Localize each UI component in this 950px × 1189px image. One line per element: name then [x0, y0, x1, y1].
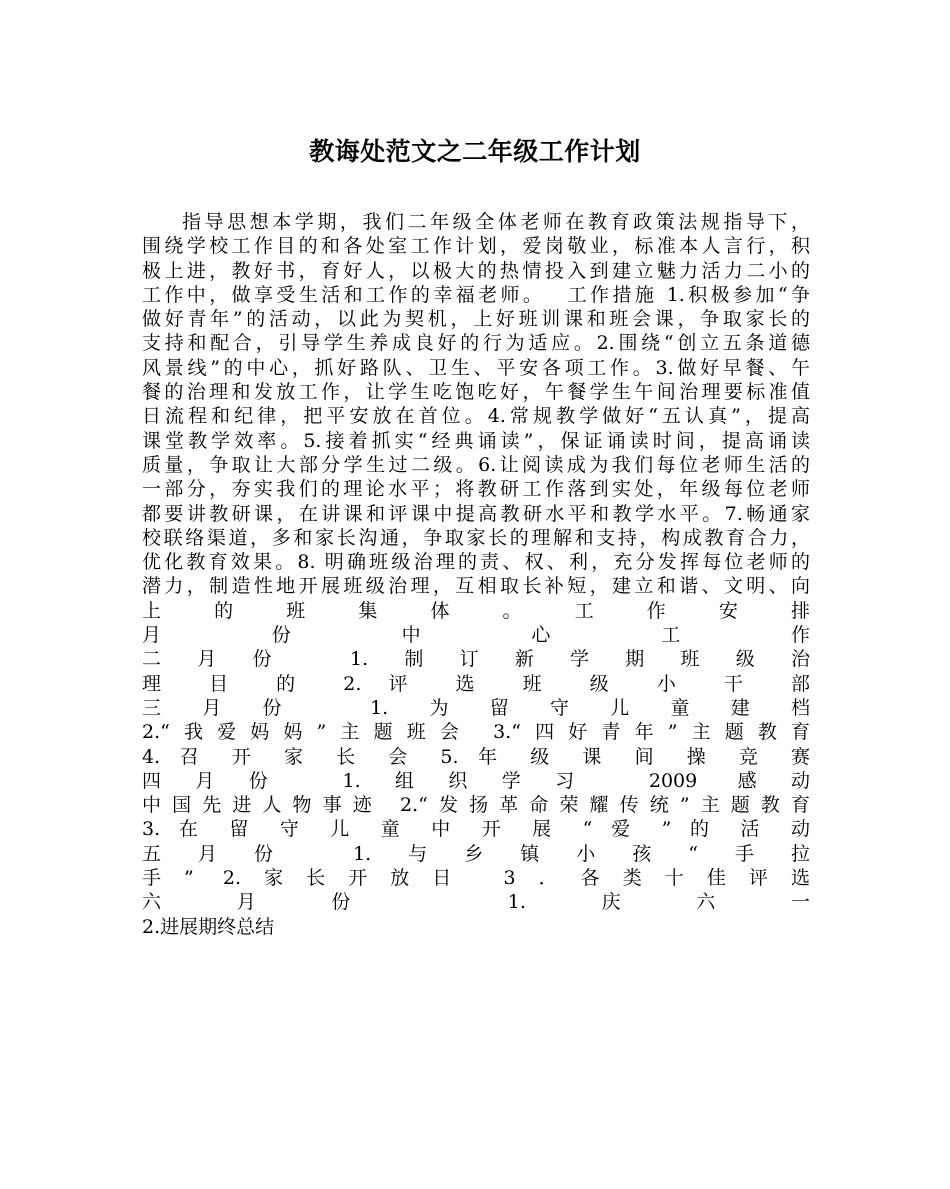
document-body — [142, 210, 810, 939]
schedule-line: 四月份 1.组织学习 2009 感动 — [142, 769, 810, 792]
schedule-line: 二月份 1.制订新学期班级治 — [142, 648, 810, 671]
body-line: 都要讲教研课，在讲课和评课中提高教研水平和教学水平。7.畅通家 — [142, 502, 810, 525]
schedule-line: 2.“我爱妈妈”主题班会 3.“四好青年”主题教育 — [142, 721, 810, 744]
body-line: 一部分，夯实我们的理论水平；将教研工作落到实处，年级每位老师 — [142, 478, 810, 501]
body-line: 支持和配合，引导学生养成良好的行为适应。2.围绕“创立五条道德 — [142, 332, 810, 355]
body-line: 指导思想本学期，我们二年级全体老师在教育政策法规指导下， — [182, 211, 810, 233]
body-line: 上 的 班 集 体 。 工 作 安 排 — [142, 599, 810, 622]
schedule-line: 三月份 1.为留守儿童建档 — [142, 696, 810, 719]
body-line: 优化教育效果。8. 明确班级治理的责、权、利，充分发挥每位老师的 — [142, 551, 810, 574]
body-line: 质量，争取让大部分学生过二级。6.让阅读成为我们每位老师生活的 — [142, 453, 810, 476]
body-line: 围绕学校工作目的和各处室工作计划，爱岗敬业，标准本人言行，积 — [142, 235, 810, 258]
body-line: 课堂教学效率。5.接着抓实“经典诵读”，保证诵读时间，提高诵读 — [142, 429, 810, 452]
body-line: 风景线”的中心，抓好路队、卫生、平安各项工作。3.做好早餐、午 — [142, 356, 810, 379]
schedule-line: 理 目 的 2. 评 选 班 级 小 干 部 — [142, 672, 810, 695]
body-line: 极上进，教好书，育好人，以极大的热情投入到建立魅力活力二小的 — [142, 259, 810, 282]
schedule-line: 月 份 中 心 工 作 — [142, 624, 810, 647]
body-line: 日流程和纪律，把平安放在首位。4.常规教学做好“五认真”，提高 — [142, 405, 810, 428]
schedule-line: 五月份 1.与乡镇小孩“手拉 — [142, 842, 810, 865]
schedule-line: 六月份 1.庆六一 — [142, 891, 810, 914]
body-line: 工作中，做享受生活和工作的幸福老师。 工作措施 1.积极参加“争 — [142, 283, 810, 306]
schedule-line: 手” 2.家长开放日 3．各类十佳评选 — [142, 867, 810, 890]
schedule-line: 2.进展期终总结 — [142, 915, 275, 938]
body-line: 校联络渠道，多和家长沟通，争取家长的理解和支持，构成教育合力， — [142, 526, 810, 549]
schedule-line: 中国先进人物事迹 2.“发扬革命荣耀传统”主题教育 — [142, 794, 810, 817]
document-title: 教诲处范文之二年级工作计划 — [309, 137, 641, 166]
body-line: 潜力，制造性地开展班级治理，互相取长补短，建立和谐、文明、向 — [142, 575, 810, 598]
schedule-line: 4. 召 开 家 长 会 5. 年 级 课 间 操 竞 赛 — [142, 745, 810, 768]
schedule-line: 3. 在 留 守 儿 童 中 开 展 “ 爱 ” 的 活 动 — [142, 818, 810, 841]
body-line: 餐的治理和发放工作，让学生吃饱吃好，午餐学生午间治理要标准值 — [142, 381, 810, 404]
body-line: 做好青年”的活动，以此为契机，上好班训课和班会课，争取家长的 — [142, 308, 810, 331]
